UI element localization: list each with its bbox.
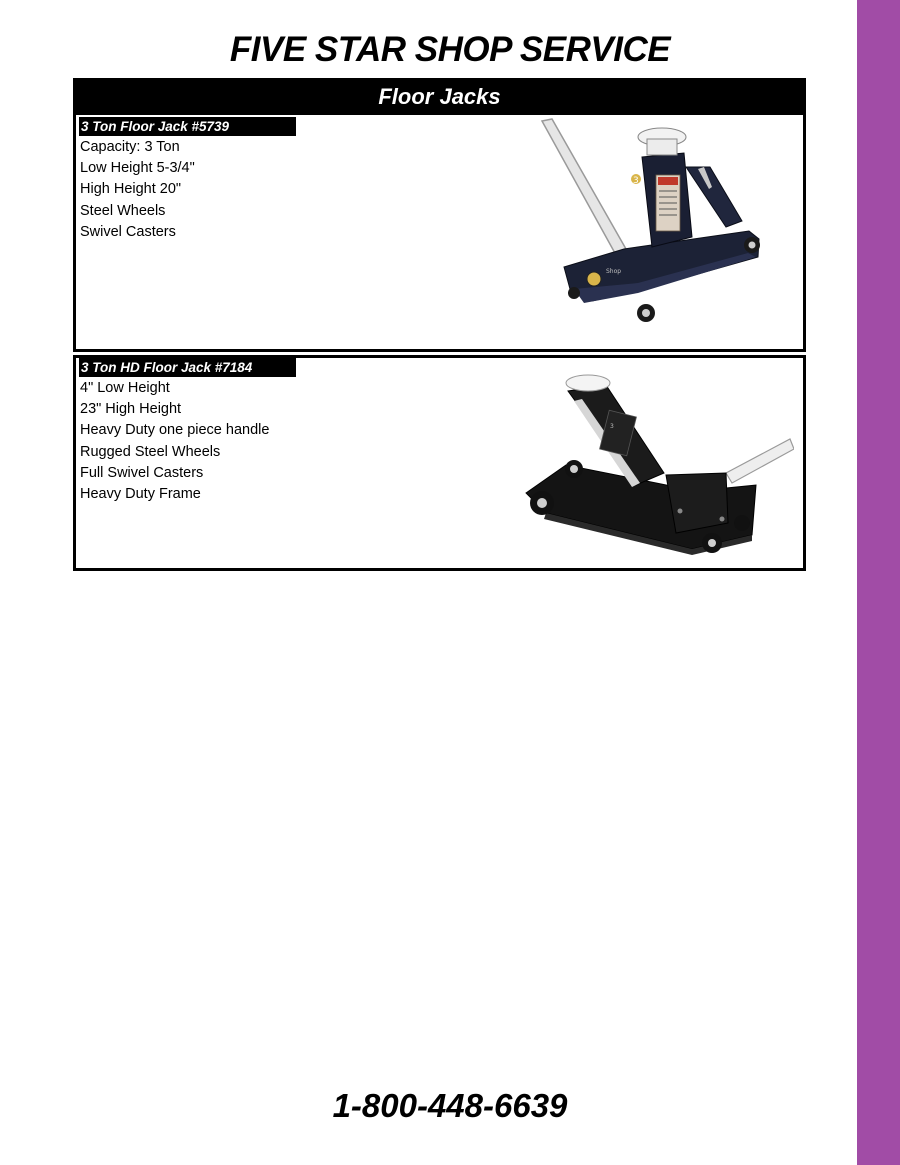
- product-name: 3 Ton HD Floor Jack #7184: [79, 358, 296, 377]
- floor-jack-upright-illustration: [534, 117, 779, 329]
- spec-item: 23" High Height: [80, 401, 182, 418]
- product-card-7184: [73, 355, 806, 571]
- spec-item: Low Height 5-3/4": [80, 160, 195, 177]
- product-name: 3 Ton Floor Jack #5739: [79, 117, 296, 136]
- spec-item: Heavy Duty one piece handle: [80, 422, 270, 439]
- spec-item: Full Swivel Casters: [80, 464, 204, 481]
- spec-item: High Height 20": [80, 181, 182, 198]
- section-title: Floor Jacks: [73, 78, 806, 115]
- spec-list: [79, 378, 269, 505]
- floor-jack-lowprofile-illustration: [516, 373, 794, 563]
- svg-text:Shop: Shop: [606, 268, 622, 275]
- company-title: FIVE STAR SHOP SERVICE: [229, 30, 671, 69]
- spec-item: Rugged Steel Wheels: [80, 443, 221, 460]
- spec-item: 4" Low Height: [80, 380, 170, 396]
- spec-item: Heavy Duty Frame: [80, 486, 201, 503]
- phone-number: 1-800-448-6639: [332, 1087, 568, 1124]
- spec-item: Capacity: 3 Ton: [80, 139, 180, 155]
- svg-text:3: 3: [633, 176, 639, 186]
- product-card-5739: [73, 115, 806, 352]
- spec-list: [79, 137, 195, 243]
- product-catalog: [73, 78, 806, 571]
- svg-text:3: 3: [610, 423, 614, 430]
- accent-side-bar: [857, 0, 900, 1165]
- spec-item: Swivel Casters: [80, 223, 176, 240]
- spec-item: Steel Wheels: [80, 202, 166, 219]
